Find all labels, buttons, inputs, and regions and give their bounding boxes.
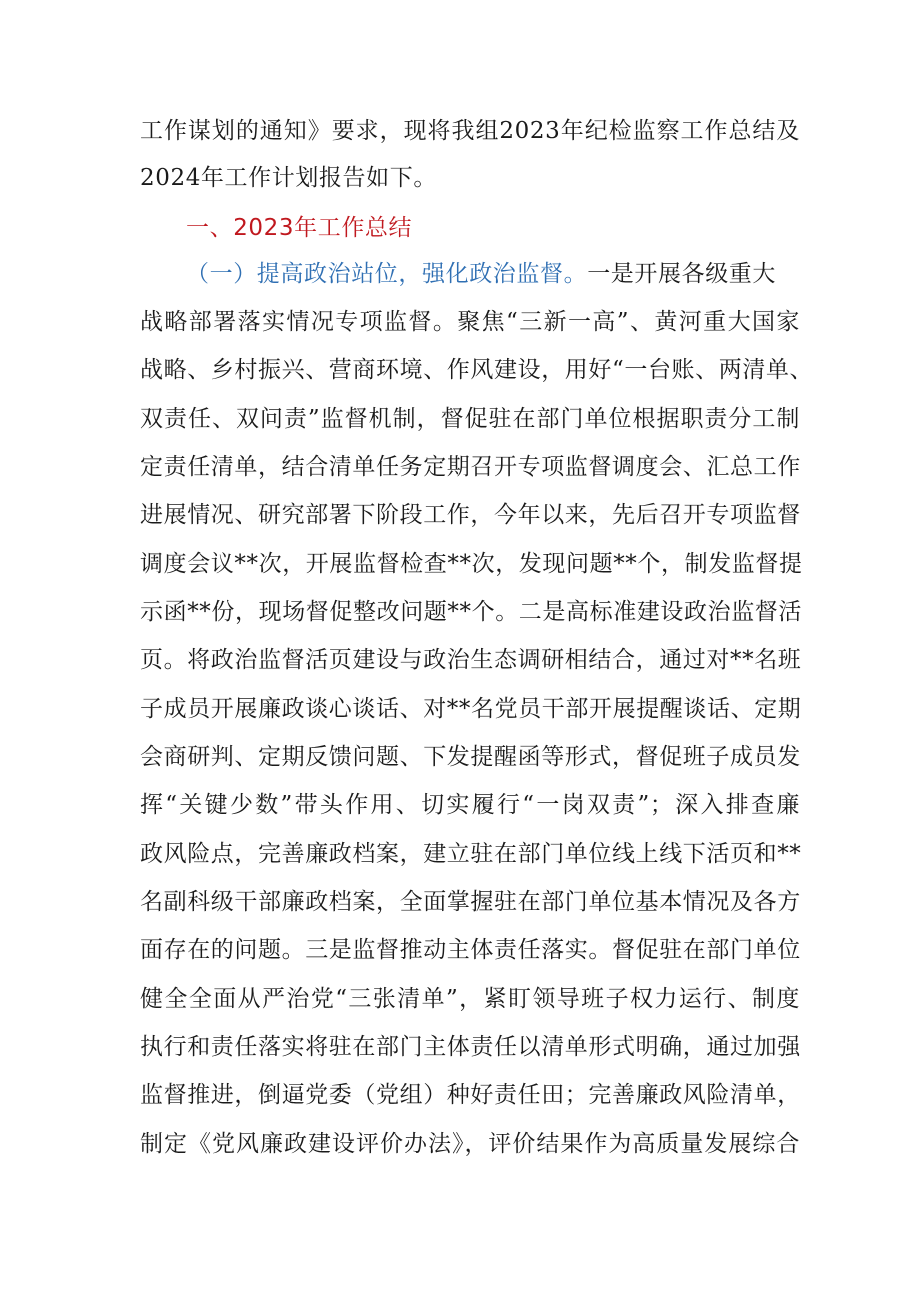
body-text-line: 战略部署落实情况专项监督。聚焦“三新一高”、黄河重大国家 — [140, 309, 800, 335]
body-text-span: 一是开展各级重大 — [587, 261, 777, 287]
paragraph-first-line — [186, 259, 800, 289]
body-text-line: 示函**份，现场督促整改问题**个。二是高标准建设政治监督活 — [140, 599, 802, 625]
body-text-line: 挥“关键少数”带头作用、切实履行“一岗双责”；深入排查廉 — [140, 792, 800, 818]
body-text-line: 会商研判、定期反馈问题、下发提醒函等形式，督促班子成员发 — [140, 744, 801, 770]
body-text-line: 健全全面从严治党“三张清单”，紧盯领导班子权力运行、制度 — [140, 986, 800, 1012]
body-text-line: 工作谋划的通知》要求，现将我组2023年纪检监察工作总结及 — [140, 118, 800, 144]
body-text-line: 进展情况、研究部署下阶段工作，今年以来，先后召开专项监督 — [140, 502, 801, 528]
body-text-line: 名副科级干部廉政档案，全面掌握驻在部门单位基本情况及各方 — [140, 889, 801, 915]
body-text-line: 调度会议**次，开展监督检查**次，发现问题**个，制发监督提 — [140, 551, 803, 577]
body-text-line: 页。将政治监督活页建设与政治生态调研相结合，通过对**名班 — [140, 647, 802, 673]
body-text-line: 制定《党风廉政建设评价办法》，评价结果作为高质量发展综合 — [140, 1131, 800, 1157]
body-text-line: 双责任、双问责”监督机制，督促驻在部门单位根据职责分工制 — [140, 406, 800, 432]
body-text-line: 监督推进，倒逼党委（党组）种好责任田；完善廉政风险清单， — [140, 1082, 801, 1108]
section-heading: 一、2023年工作总结 — [186, 215, 413, 241]
body-text-line: 政风险点，完善廉政档案，建立驻在部门单位线上线下活页和** — [140, 841, 802, 867]
body-text-line: 战略、乡村振兴、营商环境、作风建设，用好“一台账、两清单、 — [140, 357, 814, 383]
body-text-line: 2024年工作计划报告如下。 — [140, 165, 437, 191]
body-text-line: 子成员开展廉政谈心谈话、对**名党员干部开展提醒谈话、定期 — [140, 696, 802, 722]
body-text-line: 定责任清单，结合清单任务定期召开专项监督调度会、汇总工作 — [140, 454, 801, 480]
subsection-heading: （一）提高政治站位，强化政治监督。 — [186, 261, 588, 287]
body-text-line: 执行和责任落实将驻在部门主体责任以清单形式明确，通过加强 — [140, 1034, 801, 1060]
body-text-line: 面存在的问题。三是监督推动主体责任落实。督促驻在部门单位 — [140, 937, 801, 963]
